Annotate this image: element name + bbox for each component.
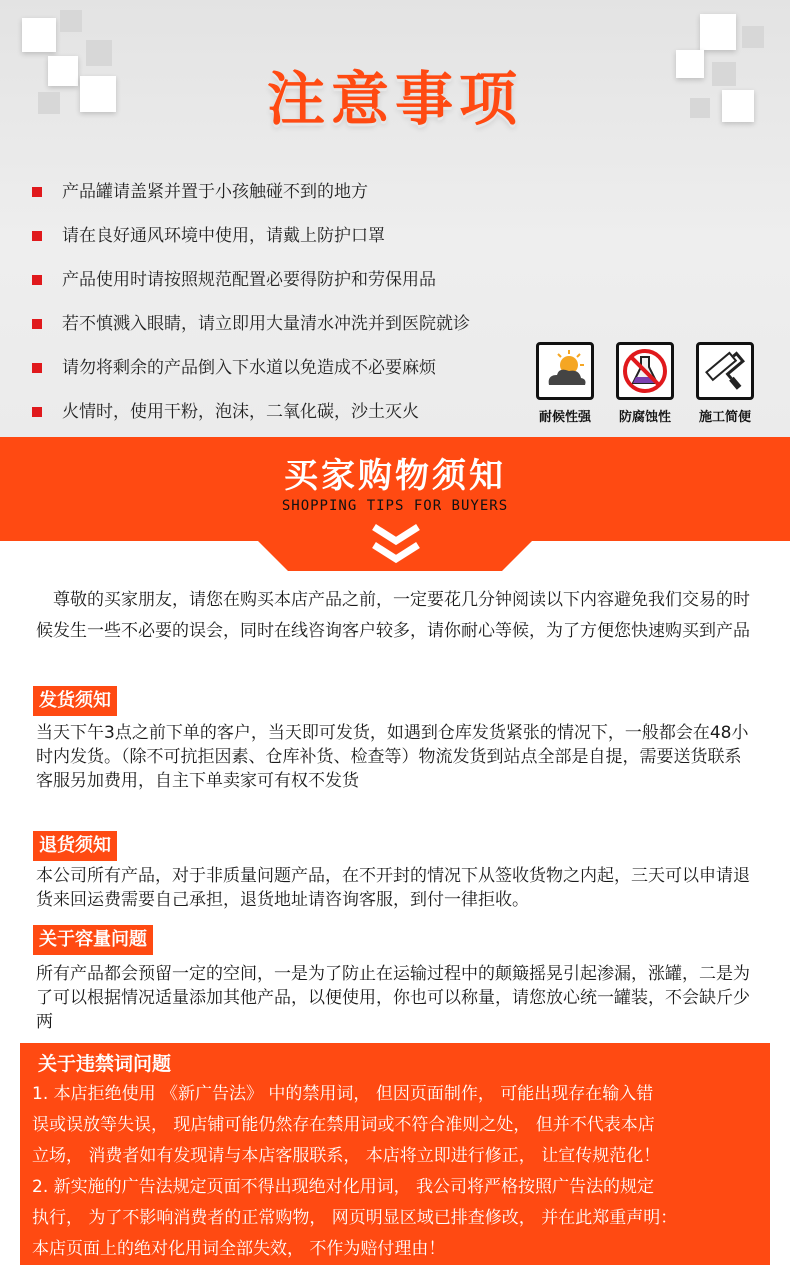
decor-cube [700, 14, 736, 50]
notice-line: 立场， 消费者如有发现请与本店客服联系， 本店将立即进行修正， 让宣传规范化！ [32, 1146, 661, 1166]
intro-text: 尊敬的买家朋友，请您在购买本店产品之前，一定要花几分钟阅读以下内容避免我们交易的时候发生一些不必要的误会，同时在线咨询客户较多，请你耐心等候，为了方便您快速购买到产品 [36, 590, 750, 641]
caution-list [32, 170, 532, 434]
no-corrosion-icon [616, 342, 674, 400]
bullet-square-icon [32, 363, 42, 373]
bullet-square-icon [32, 275, 42, 285]
banner-title: 买家购物须知 [284, 456, 506, 496]
shipping-text: 当天下午3点之前下单的客户，当天即可发货，如遇到仓库发货紧张的情况下，一般都会在48小时内发货。（除不可抗拒因素、仓库补货、检查等）物流发货到站点全部是自提，需要送货联系客服另加费用，自主下单卖家可有权不发货 [36, 723, 749, 791]
caution-item [32, 302, 532, 346]
badge-label: 施工简便 [698, 410, 751, 425]
shipping-heading: 发货须知 [33, 686, 117, 716]
capacity-text: 所有产品都会预留一定的空间，一是为了防止在运输过程中的颠簸摇晃引起渗漏，涨罐，二是为了可以根据情况适量添加其他产品，以便使用，你也可以称量，请您放心统一罐装，不会缺斤少两 [36, 964, 750, 1032]
badge-label: 耐候性强 [538, 410, 591, 425]
decor-cube [742, 26, 764, 48]
badge-label: 防腐蚀性 [618, 410, 671, 425]
notice-line: 1. 本店拒绝使用 《新广告法》 中的禁用词， 但因页面制作， 可能出现存在输入错 [32, 1084, 654, 1104]
returns-text: 本公司所有产品，对于非质量问题产品，在不开封的情况下从签收货物之内起，三天可以申请退货来回运费需要自己承担，退货地址请咨询客服，到付一律拒收。 [36, 866, 750, 910]
caution-item [32, 170, 532, 214]
notice-line: 误或误放等失误， 现店铺可能仍然存在禁用词或不符合准则之处， 但并不代表本店 [32, 1115, 655, 1135]
decor-cube [22, 18, 56, 52]
caution-item [32, 346, 532, 390]
double-chevron-down-icon [370, 523, 422, 567]
bullet-square-icon [32, 187, 42, 197]
capacity-heading: 关于容量问题 [33, 925, 153, 955]
bullet-square-icon [32, 231, 42, 241]
returns-heading: 退货须知 [33, 831, 117, 861]
caution-item-text: 产品使用时请按照规范配置必要得防护和劳保用品 [62, 270, 436, 290]
caution-item [32, 390, 532, 434]
notice-line: 本店页面上的绝对化用词全部失效， 不作为赔付理由！ [32, 1239, 446, 1259]
caution-item-text: 请在良好通风环境中使用，请戴上防护口罩 [62, 226, 385, 246]
caution-item-text: 若不慎溅入眼睛，请立即用大量清水冲洗并到医院就诊 [62, 314, 470, 334]
caution-item-text: 火情时，使用干粉，泡沫，二氧化碳，沙土灭火 [62, 402, 419, 422]
notice-line: 执行， 为了不影响消费者的正常购物， 网页明显区域已排查修改， 并在此郑重声明： [32, 1208, 678, 1228]
weather-resistant-icon [536, 342, 594, 400]
notice-line: 2. 新实施的广告法规定页面不得出现绝对化用词， 我公司将严格按照广告法的规定 [32, 1177, 655, 1197]
caution-title: 注意事项 [266, 65, 523, 133]
bullet-square-icon [32, 319, 42, 329]
banner-subtitle: SHOPPING TIPS FOR BUYERS [281, 498, 509, 514]
paint-roller-icon [696, 342, 754, 400]
caution-item [32, 214, 532, 258]
caution-item [32, 258, 532, 302]
caution-item-text: 产品罐请盖紧并置于小孩触碰不到的地方 [62, 182, 368, 202]
notice-heading: 关于违禁词问题 [38, 1053, 172, 1075]
bullet-square-icon [32, 407, 42, 417]
decor-cube [60, 10, 82, 32]
caution-item-text: 请勿将剩余的产品倒入下水道以免造成不必要麻烦 [62, 358, 436, 378]
